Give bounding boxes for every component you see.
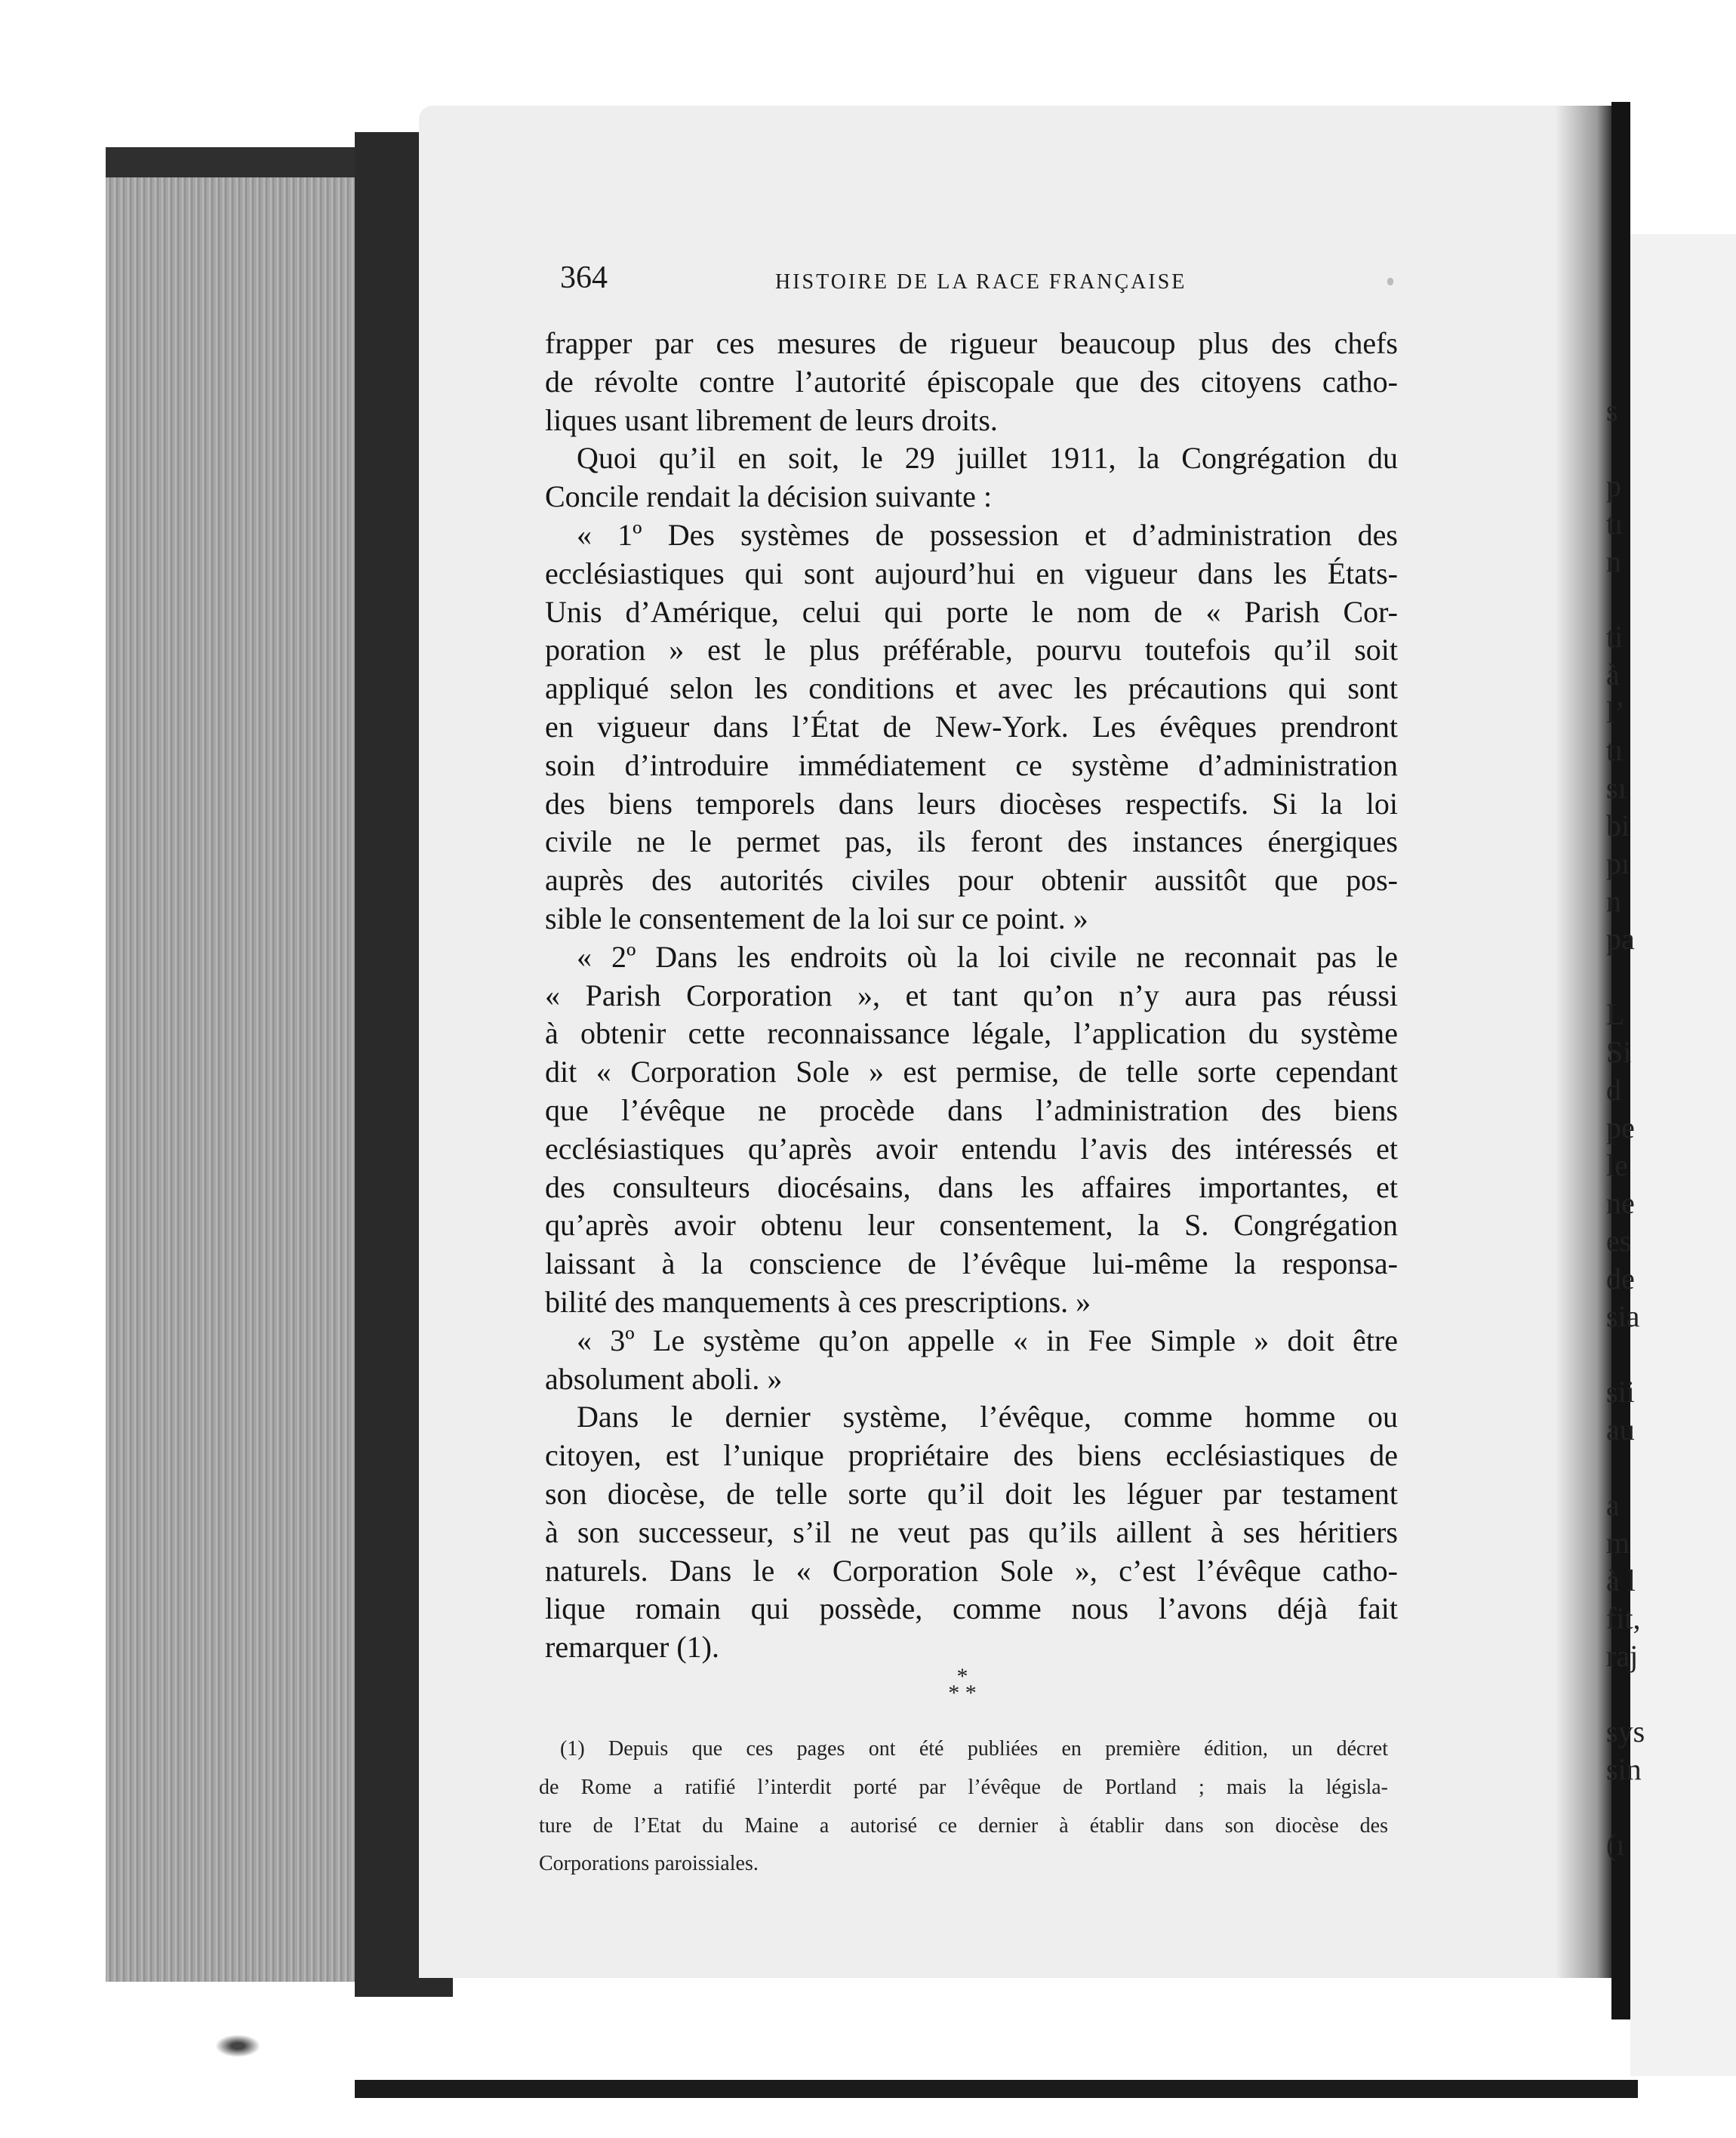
text-line: Dans le dernier système, l’évêque, comme homme ou <box>577 1400 1398 1434</box>
fragment: sys <box>1606 1714 1645 1748</box>
fragment: sin <box>1606 1752 1642 1786</box>
text-line: qu’après avoir obtenu leur consentement, la S. Congrégation <box>545 1208 1398 1243</box>
right-page-text-fragments <box>1606 393 1645 1902</box>
ink-dot <box>1387 278 1393 285</box>
fragment: pe <box>1606 1111 1635 1144</box>
text-line: frapper par ces mesures de rigueur beaucoup plus des chefs <box>545 326 1398 360</box>
text-line: citoyen, est l’unique propriétaire des biens ecclésiastiques de <box>545 1438 1398 1473</box>
text-line: « Parish Corporation », et tant qu’on n’y aura pas réussi <box>545 978 1398 1012</box>
text-line: soin d’introduire immédiatement ce système d’administration <box>545 747 1398 782</box>
fragment: ti <box>1606 620 1624 654</box>
text-line: laissant à la conscience de l’évêque lui-même la responsa- <box>545 1246 1398 1281</box>
text-line: dit « Corporation Sole » est permise, de telle sorte cependant <box>545 1055 1398 1089</box>
fragment: au <box>1606 1412 1635 1446</box>
fragment: le <box>1606 1148 1628 1182</box>
fragment: tı <box>1606 507 1624 541</box>
text-line: absolument aboli. » <box>545 1361 783 1396</box>
text-line: ecclésiastiques qui sont aujourd’hui en vigueur dans les États- <box>545 556 1398 590</box>
fragment: a <box>1606 1488 1620 1522</box>
text-line: bilité des manquements à ces prescriptions. » <box>545 1284 1091 1319</box>
fragment: à l <box>1606 1563 1636 1597</box>
fragment: sı <box>1606 771 1627 805</box>
body-text <box>545 325 1398 1667</box>
text-line: à son successeur, s’il ne veut pas qu’ils aillent à ses héritiers <box>545 1514 1398 1549</box>
fragment: n <box>1606 544 1621 578</box>
text-line: en vigueur dans l’État de New-York. Les évêques prendront <box>545 709 1398 744</box>
text-line: à obtenir cette reconnaissance légale, l’application du système <box>545 1016 1398 1051</box>
text-line: « 1º Des systèmes de possession et d’administration des <box>577 517 1398 552</box>
text-line: lique romain qui possède, comme nous l’avons déjà fait <box>545 1591 1398 1626</box>
text-line: « 3º Le système qu’on appelle « in Fee Simple » doit être <box>577 1323 1398 1357</box>
fragment: L <box>1606 997 1625 1031</box>
text-line: poration » est le plus préférable, pourvu toutefois qu’il soit <box>545 633 1398 667</box>
footnote <box>539 1738 1388 1891</box>
text-line: son diocèse, de telle sorte qu’il doit les léguer par testament <box>545 1476 1398 1511</box>
page-edges <box>106 155 355 1982</box>
text-line: civile ne le permet pas, ils feront des instances énergiques <box>545 824 1398 859</box>
text-line: des consulteurs diocésains, dans les affaires importantes, et <box>545 1169 1398 1204</box>
text-line: sible le consentement de la loi sur ce point. » <box>545 901 1088 935</box>
fragment: sii <box>1606 1375 1635 1409</box>
fragment: bi <box>1606 809 1630 843</box>
fragment: l’ <box>1606 695 1625 729</box>
page-header <box>560 260 1405 305</box>
fragment: de <box>1606 1262 1635 1295</box>
text-line: ecclésiastiques qu’après avoir entendu l’avis des intéressés et <box>545 1131 1398 1166</box>
ink-stain <box>215 2035 260 2057</box>
footnote-line: (1) Depuis que ces pages ont été publiées en première édition, un décret <box>560 1737 1388 1761</box>
text-line: Unis d’Amérique, celui qui porte le nom de « Parish Cor- <box>545 594 1398 629</box>
book-cover-edge <box>106 147 355 177</box>
text-line: auprès des autorités civiles pour obtenir aussitôt que pos- <box>545 863 1398 898</box>
text-line: que l’évêque ne procède dans l’administration des biens <box>545 1092 1398 1127</box>
text-line: remarquer (1). <box>545 1630 719 1665</box>
fragment: n <box>1606 884 1621 918</box>
text-line: des biens temporels dans leurs diocèses respectifs. Si la loi <box>545 786 1398 821</box>
fragment: fit, <box>1606 1601 1641 1635</box>
text-line: de révolte contre l’autorité épiscopale que des citoyens catho- <box>545 364 1398 399</box>
fragment: sia <box>1606 1299 1640 1333</box>
page-number: 364 <box>560 260 608 295</box>
fragment: s <box>1606 393 1618 427</box>
text-line: naturels. Dans le « Corporation Sole », c’est l’évêque catho- <box>545 1553 1398 1588</box>
fragment: m <box>1606 1526 1630 1560</box>
fragment: Si <box>1606 1035 1632 1069</box>
text-line: « 2º Dans les endroits où la loi civile ne reconnait pas le <box>577 939 1398 974</box>
right-page <box>1630 234 1736 2076</box>
text-line: appliqué selon les conditions et avec les précautions qui sont <box>545 671 1398 706</box>
footnote-line: ture de l’Etat du Maine a autorisé ce dernier à établir dans son diocèse des <box>539 1813 1388 1838</box>
footnote-line: de Rome a ratifié l’interdit porté par l’évêque de Portland ; mais la législa- <box>539 1775 1388 1799</box>
running-title: HISTOIRE DE LA RACE FRANÇAISE <box>775 270 1187 294</box>
fragment: pa <box>1606 922 1635 956</box>
fragment: à <box>1606 658 1620 692</box>
fragment: es <box>1606 1224 1632 1258</box>
fragment: pı <box>1606 846 1630 880</box>
fragment: p <box>1606 469 1621 503</box>
fragment: (ı <box>1606 1828 1625 1862</box>
fragment: ne <box>1606 1186 1635 1220</box>
fragment: raj <box>1606 1639 1639 1673</box>
footnote-line: Corporations paroissiales. <box>539 1852 759 1876</box>
asterism-separator: * * * <box>948 1664 977 1705</box>
fragment: d <box>1606 1073 1621 1107</box>
bottom-edge-shadow <box>355 2080 1638 2098</box>
text-line: Concile rendait la décision suivante : <box>545 479 993 514</box>
text-line: Quoi qu’il en soit, le 29 juillet 1911, la Congrégation du <box>577 441 1398 476</box>
text-line: liques usant librement de leurs droits. <box>545 402 998 437</box>
fragment: tı <box>1606 733 1624 767</box>
